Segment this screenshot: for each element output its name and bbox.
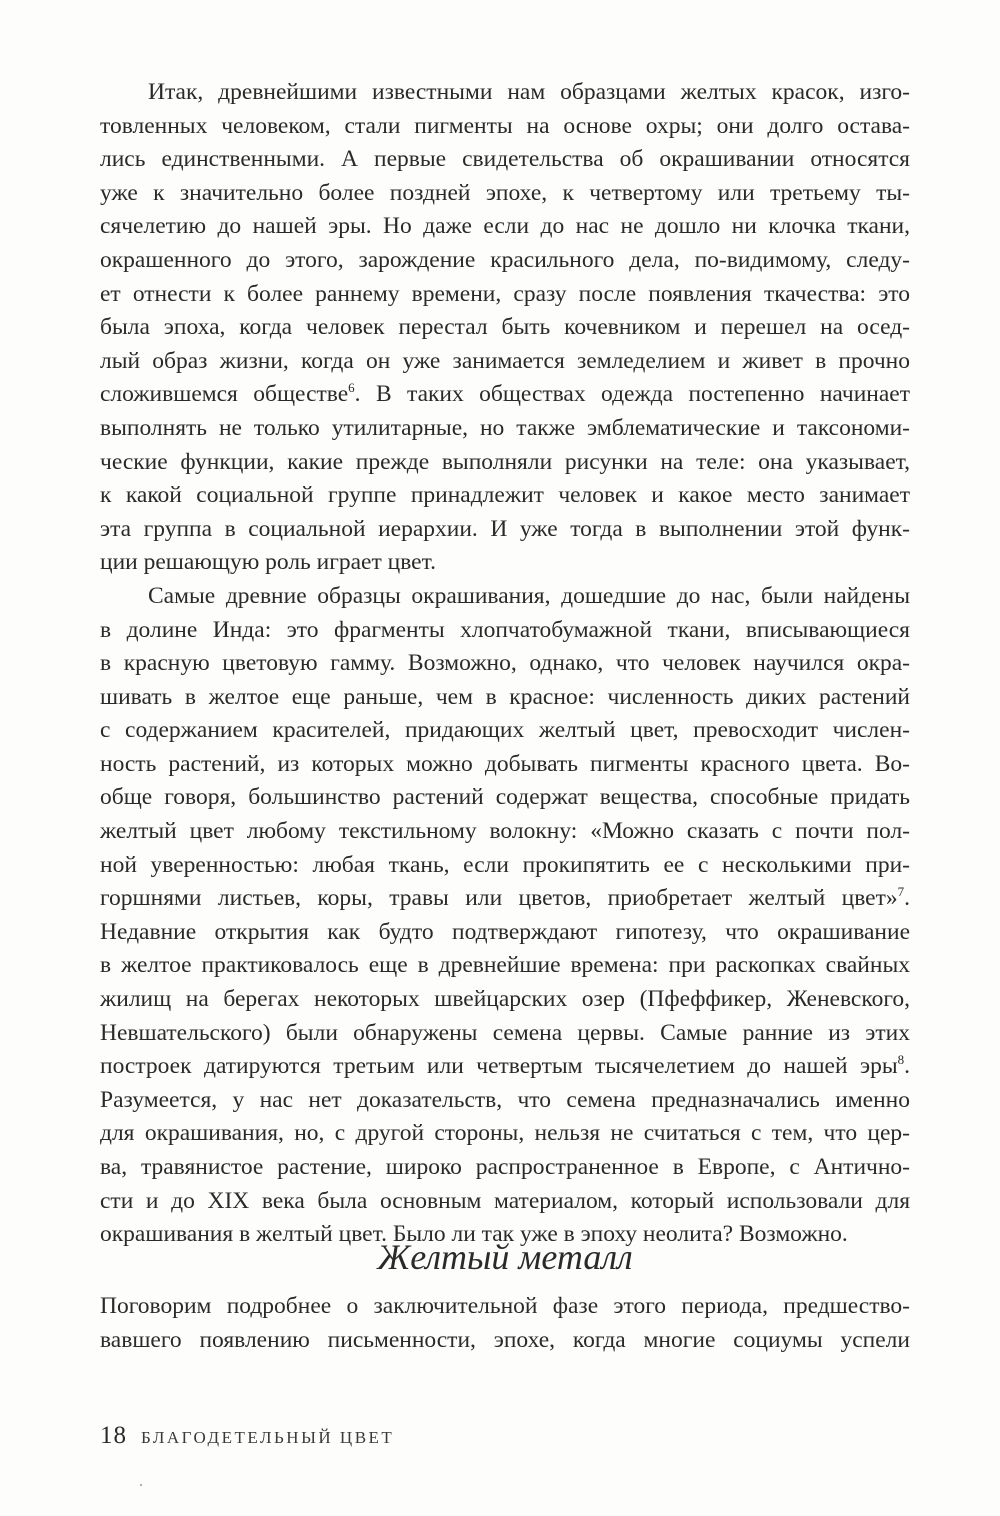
text-line: ет отнести к более раннему времени, сразу после появления ткачества: это	[100, 280, 910, 307]
text-line: была эпоха, когда человек перестал быть кочевником и перешел на осед-	[100, 314, 910, 341]
footnote-ref-6[interactable]: 6	[348, 380, 355, 396]
text-line: к какой социальной группе принадлежит человек и какое место занимает	[100, 482, 910, 509]
text-line	[100, 1050, 910, 1084]
paper-speck	[140, 1484, 142, 1486]
section-heading: Желтый металл	[377, 1237, 633, 1277]
text-line: шивать в желтое еще раньше, чем в красное: численность диких растений	[100, 683, 910, 710]
text-line: Поговорим подробнее о заключительной фазе этого периода, предшество-	[100, 1293, 910, 1319]
text-line: ции решающую роль играет цвет.	[100, 549, 436, 576]
text-fragment: построек датируются третьим или четвертым тысячелетием до нашей эры	[100, 1053, 898, 1080]
text-line: окрашивания в желтый цвет. Было ли так уже в эпоху неолита? Возможно.	[100, 1221, 848, 1248]
text-line: Разумеется, у нас нет доказательств, что семена предназначались именно	[100, 1086, 910, 1113]
text-line: уже к значительно более поздней эпохе, к четвертому или третьему ты-	[100, 179, 910, 206]
text-line: ность растений, из которых можно добывать пигменты красного цвета. Во-	[100, 750, 910, 777]
paragraph-3	[100, 1290, 910, 1357]
running-head: БЛАГОДЕТЕЛЬНЫЙ ЦВЕТ	[141, 1428, 395, 1447]
text-line	[100, 882, 910, 916]
text-line: лый образ жизни, когда он уже занимается земледелием и живет в прочно	[100, 347, 910, 374]
text-fragment: . В таких обществах одежда постепенно начинает	[354, 381, 910, 408]
page-number: 18	[100, 1422, 127, 1449]
section-text	[100, 1290, 910, 1357]
text-line: с содержанием красителей, придающих желтый цвет, превосходит числен-	[100, 717, 910, 744]
text-line: Недавние открытия как будто подтверждают гипотезу, что окрашивание	[100, 918, 910, 945]
text-line: в желтое практиковалось еще в древнейшие времена: при раскопках свайных	[100, 952, 910, 979]
text-line: для окрашивания, но, с другой стороны, нельзя не считаться с тем, что цер-	[100, 1120, 910, 1147]
main-text	[100, 76, 910, 1252]
text-line: Самые древние образцы окрашивания, дошедшие до нас, были найдены	[148, 582, 910, 609]
text-line: желтый цвет любому текстильному волокну: «Можно сказать с почти пол-	[100, 818, 910, 845]
text-line: лись единственными. А первые свидетельства об окрашивании относятся	[100, 146, 910, 173]
text-line: Итак, древнейшими известными нам образцами желтых красок, изго-	[148, 79, 910, 105]
text-line: в красную цветовую гамму. Возможно, однако, что человек научился окра-	[100, 650, 910, 677]
text-fragment: горшнями листьев, коры, травы или цветов, приобретает желтый цвет»	[100, 885, 898, 912]
footnote-ref-8[interactable]: 8	[897, 1052, 905, 1068]
text-line: в долине Инда: это фрагменты хлопчатобумажной ткани, вписывающиеся	[100, 616, 910, 643]
text-fragment: сложившемся обществе	[100, 381, 349, 408]
text-line: обще говоря, большинство растений содержат вещества, способные придать	[100, 784, 910, 811]
text-line: Невшательского) были обнаружены семена цервы. Самые ранние из этих	[100, 1019, 910, 1046]
text-line: ва, травянистое растение, широко распространенное в Европе, с Антично-	[100, 1154, 910, 1180]
footnote-ref-7[interactable]: 7	[897, 884, 905, 900]
text-line: товленных человеком, стали пигменты на основе охры; они долго остава-	[100, 112, 910, 139]
text-line: вавшего появлению письменности, эпохе, когда многие социумы успели	[100, 1326, 910, 1353]
text-line: выполнять не только утилитарные, но также эмблематические и таксономи-	[100, 414, 910, 441]
text-line: сячелетию до нашей эры. Но даже если до нас не дошло ни клочка ткани,	[100, 213, 910, 240]
paragraph-2	[100, 580, 910, 1252]
text-line: эта группа в социальной иерархии. И уже тогда в выполнении этой функ-	[100, 515, 910, 542]
text-line: окрашенного до этого, зарождение красильного дела, по-видимому, следу-	[100, 246, 910, 273]
text-line: жилищ на берегах некоторых швейцарских озер (Пфеффикер, Женевского,	[100, 986, 910, 1013]
page-footer	[100, 1422, 394, 1450]
text-line	[100, 378, 910, 412]
text-fragment: .	[904, 885, 910, 912]
text-fragment: .	[904, 1053, 910, 1080]
text-line: ческие функции, какие прежде выполняли рисунки на теле: она указывает,	[100, 448, 910, 475]
text-line: сти и до XIX века была основным материалом, который использовали для	[100, 1187, 910, 1214]
text-line: ной уверенностью: любая ткань, если прокипятить ее с несколькими при-	[100, 851, 910, 878]
paragraph-1	[100, 76, 910, 580]
